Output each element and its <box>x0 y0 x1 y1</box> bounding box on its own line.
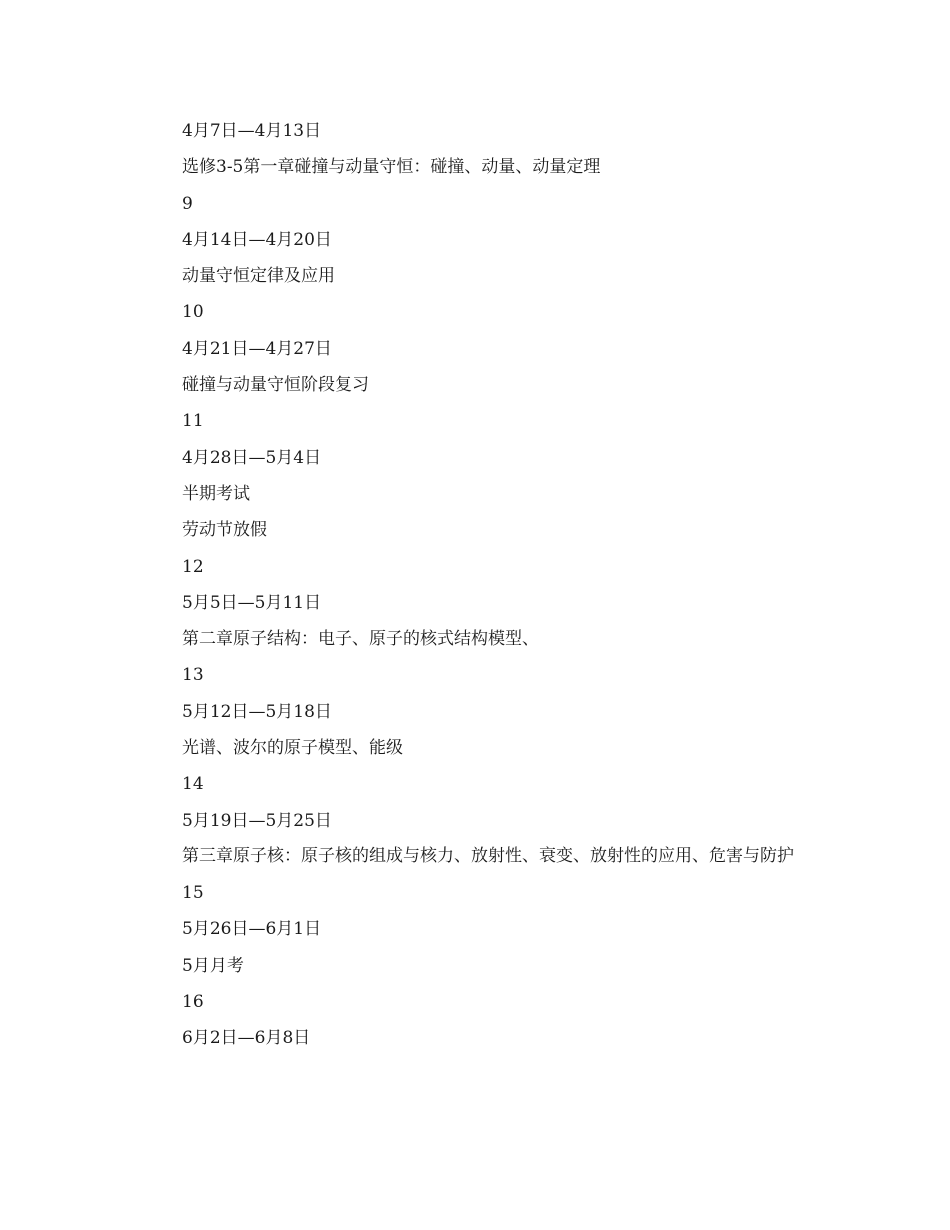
week-topic: 碰撞与动量守恒阶段复习 <box>182 375 369 396</box>
week-topic: 第三章原子核：原子核的组成与核力、放射性、衰变、放射性的应用、危害与防护 <box>182 845 794 866</box>
week-topic: 动量守恒定律及应用 <box>182 266 335 287</box>
week-date-range: 5月12日—5月18日 <box>182 701 332 722</box>
week-number: 15 <box>182 882 204 903</box>
week-date-range: 5月26日—6月1日 <box>182 919 322 940</box>
week-number: 16 <box>182 991 204 1012</box>
week-date-range: 5月5日—5月11日 <box>182 592 322 613</box>
week-number: 11 <box>182 411 204 432</box>
week-topic: 5月月考 <box>182 955 244 976</box>
week-topic: 第二章原子结构：电子、原子的核式结构模型、 <box>182 629 539 650</box>
week-date-range: 4月7日—4月13日 <box>182 121 322 141</box>
week-date-range: 4月21日—4月27日 <box>182 338 332 359</box>
week-topic: 光谱、波尔的原子模型、能级 <box>182 738 403 759</box>
week-topic: 选修3-5第一章碰撞与动量守恒：碰撞、动量、动量定理 <box>182 157 601 178</box>
week-topic: 半期考试 <box>182 483 250 504</box>
schedule-text <box>146 113 806 1056</box>
week-date-range: 4月14日—4月20日 <box>182 229 332 250</box>
week-number: 9 <box>182 193 193 214</box>
week-note: 劳动节放假 <box>182 520 267 541</box>
week-number: 14 <box>182 774 204 795</box>
week-date-range: 4月28日—5月4日 <box>182 447 322 468</box>
week-number: 12 <box>182 556 204 577</box>
week-number: 13 <box>182 665 204 686</box>
week-date-range: 5月19日—5月25日 <box>182 810 332 831</box>
week-number: 10 <box>182 302 204 323</box>
week-date-range: 6月2日—6月8日 <box>182 1028 311 1049</box>
